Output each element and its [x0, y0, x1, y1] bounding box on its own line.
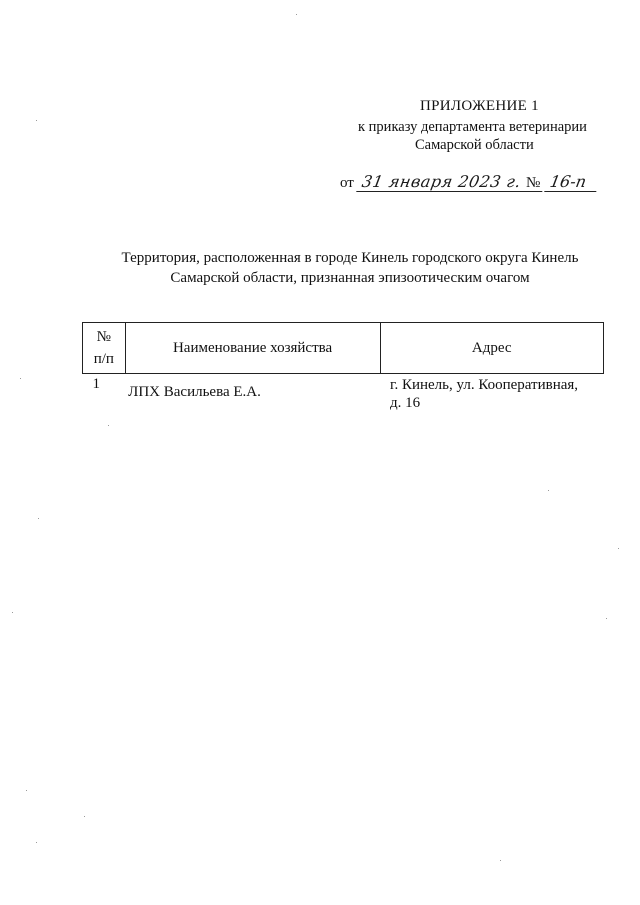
scan-speck [618, 548, 619, 549]
row-farm-name: ЛПХ Васильева Е.А. [128, 384, 261, 400]
column-header-number-sign: № [96, 329, 111, 345]
order-from-label: от [340, 175, 354, 191]
column-header-address: Адрес [380, 323, 604, 374]
row-address-line-2: д. 16 [390, 395, 421, 411]
column-header-name: Наименование хозяйства [125, 323, 380, 374]
scan-speck [20, 378, 21, 379]
scan-speck [38, 518, 39, 519]
order-date-handwritten: 31 января 2023 г. [356, 172, 546, 192]
heading-line-2: Самарской области, признанная эпизоотическим очагом [170, 270, 530, 286]
scan-speck [548, 490, 549, 491]
farms-table [82, 322, 604, 412]
row-number: 1 [92, 376, 100, 392]
appendix-region: Самарской области [415, 137, 534, 153]
scan-speck [26, 790, 27, 791]
document-heading [60, 248, 640, 288]
scan-speck [12, 612, 13, 613]
order-number-handwritten: 16-п [544, 172, 600, 192]
scan-speck [84, 816, 85, 817]
scan-speck [108, 425, 109, 426]
table-row [83, 374, 604, 413]
order-date-number-row [340, 172, 600, 194]
scan-speck [36, 120, 37, 121]
scan-speck [606, 618, 607, 619]
heading-line-1: Территория, расположенная в городе Кинель городского округа Кинель [121, 250, 579, 266]
scan-speck [36, 842, 37, 843]
table-header-row [83, 323, 604, 374]
row-address-line-1: г. Кинель, ул. Кооперативная, [390, 377, 579, 393]
row-address [380, 374, 604, 413]
scan-speck [500, 860, 501, 861]
column-header-number-pp: п/п [93, 351, 114, 367]
scan-speck [296, 14, 297, 15]
order-number-sign: № [526, 175, 541, 191]
appendix-title: ПРИЛОЖЕНИЕ 1 [420, 98, 539, 114]
appendix-order-reference: к приказу департамента ветеринарии [358, 119, 587, 135]
column-header-number [83, 323, 126, 374]
